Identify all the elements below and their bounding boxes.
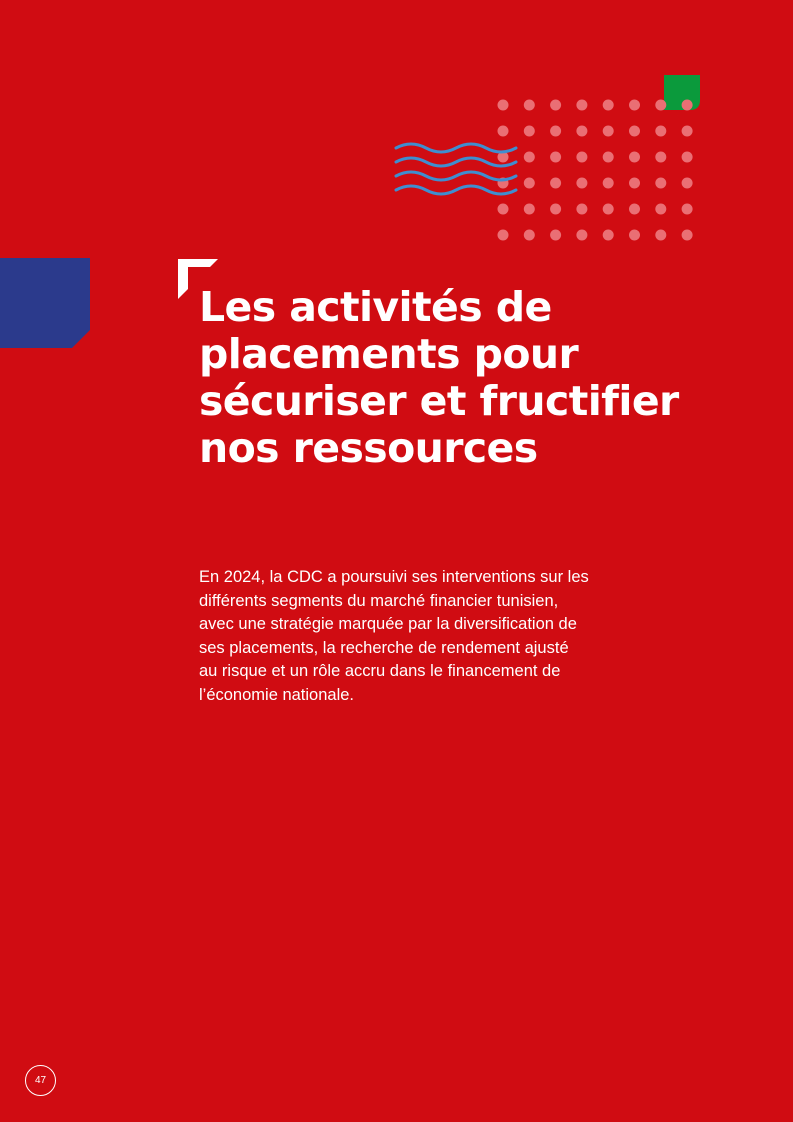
grid-dot (655, 100, 666, 111)
grid-dot (655, 230, 666, 241)
grid-dot (550, 230, 561, 241)
grid-dot (550, 100, 561, 111)
grid-dot (524, 100, 535, 111)
grid-dot (576, 100, 587, 111)
intro-line: au risque et un rôle accru dans le financement de (199, 662, 561, 681)
wavy-lines-icon (394, 140, 520, 202)
grid-dot (655, 178, 666, 189)
page-number-badge (25, 1065, 56, 1096)
grid-dot (603, 204, 614, 215)
grid-dot (603, 100, 614, 111)
grid-dot (603, 126, 614, 137)
dot-grid-icon (490, 92, 700, 248)
blue-block-shape (0, 258, 90, 348)
title-line: Les activités de (199, 283, 552, 331)
grid-dot (550, 126, 561, 137)
grid-dot (498, 100, 509, 111)
intro-line: différents segments du marché financier tunisien, (199, 591, 559, 610)
grid-dot (524, 126, 535, 137)
wave-line (396, 158, 516, 166)
intro-paragraph (199, 566, 639, 708)
title-line: nos ressources (199, 424, 538, 472)
grid-dot (498, 126, 509, 137)
grid-dot (524, 152, 535, 163)
grid-dot (524, 178, 535, 189)
title-line: placements pour (199, 330, 579, 378)
title-line: sécuriser et fructifier (199, 377, 679, 425)
intro-line: ses placements, la recherche de rendement ajusté (199, 638, 569, 657)
grid-dot (550, 178, 561, 189)
wave-line (396, 172, 516, 180)
grid-dot (655, 126, 666, 137)
grid-dot (629, 152, 640, 163)
grid-dot (682, 126, 693, 137)
intro-line: l’économie nationale. (199, 685, 355, 704)
wave-line (396, 186, 516, 194)
grid-dot (629, 178, 640, 189)
grid-dot (576, 152, 587, 163)
grid-dot (576, 230, 587, 241)
page-title (199, 284, 759, 472)
grid-dot (655, 152, 666, 163)
grid-dot (629, 100, 640, 111)
grid-dot (682, 152, 693, 163)
grid-dot (603, 230, 614, 241)
grid-dot (576, 178, 587, 189)
grid-dot (682, 230, 693, 241)
wave-line (396, 144, 516, 152)
grid-dot (629, 126, 640, 137)
grid-dot (550, 204, 561, 215)
grid-dot (682, 100, 693, 111)
grid-dot (524, 230, 535, 241)
grid-dot (524, 204, 535, 215)
grid-dot (550, 152, 561, 163)
grid-dot (682, 204, 693, 215)
blue-accent-block (0, 258, 90, 348)
grid-dot (498, 204, 509, 215)
grid-dot (655, 204, 666, 215)
intro-line: avec une stratégie marquée par la diversification de (199, 615, 577, 634)
page-number: 47 (34, 1075, 47, 1086)
intro-line: En 2024, la CDC a poursuivi ses interventions sur les (199, 568, 589, 586)
grid-dot (498, 230, 509, 241)
grid-dot (603, 152, 614, 163)
grid-dot (629, 230, 640, 241)
grid-dot (682, 178, 693, 189)
grid-dot (576, 204, 587, 215)
grid-dot (629, 204, 640, 215)
grid-dot (576, 126, 587, 137)
grid-dot (603, 178, 614, 189)
